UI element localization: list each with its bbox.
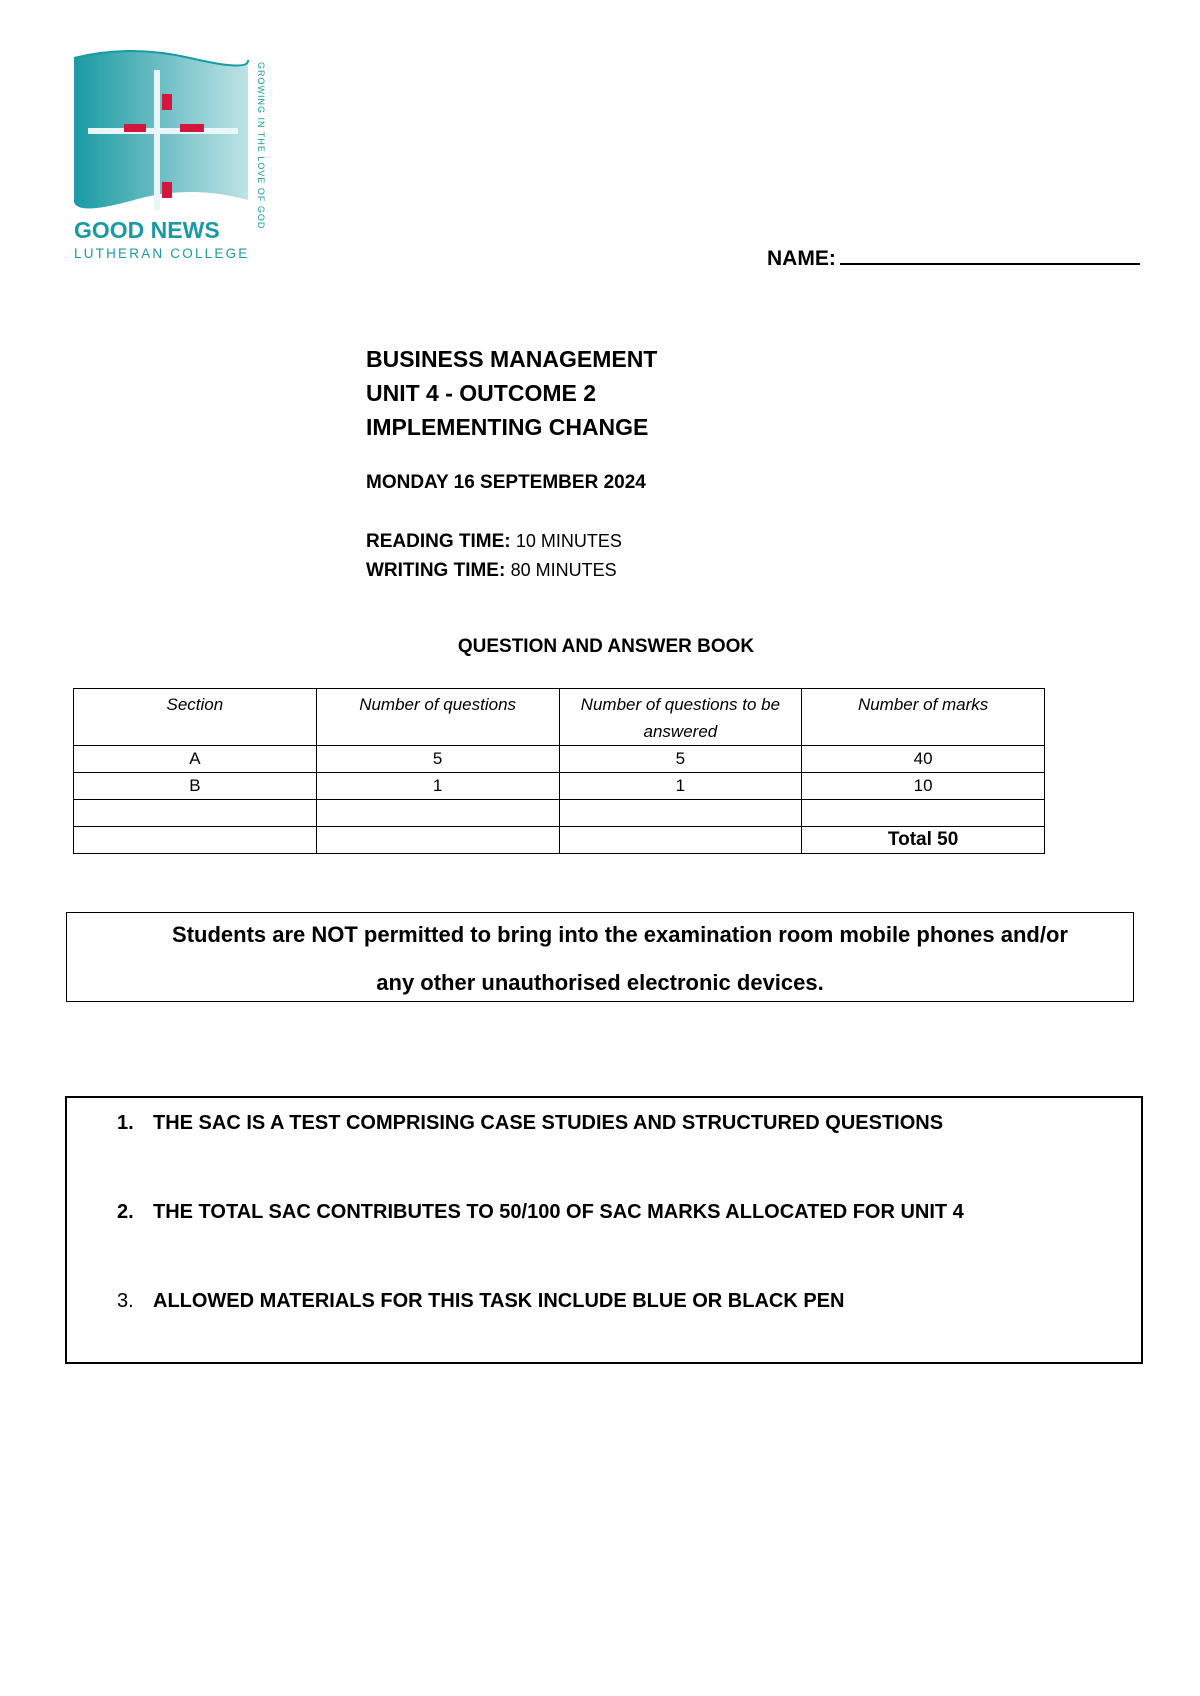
header-num-marks: Number of marks	[802, 689, 1045, 746]
table-cell	[559, 800, 802, 827]
logo-name-line1: GOOD NEWS	[74, 217, 220, 243]
list-item: 3. ALLOWED MATERIALS FOR THIS TASK INCLUDE BLUE OR BLACK PEN	[117, 1290, 845, 1312]
exam-title	[366, 342, 657, 444]
book-cross-logo-icon	[70, 50, 270, 265]
table-row	[74, 773, 1045, 800]
total-marks-cell: Total 50	[802, 827, 1045, 854]
table-cell: B	[74, 773, 317, 800]
title-subject: BUSINESS MANAGEMENT	[366, 346, 658, 372]
name-label: NAME:	[767, 247, 836, 270]
table-cell: 5	[559, 746, 802, 773]
table-row	[74, 827, 1045, 854]
list-item: 2. THE TOTAL SAC CONTRIBUTES TO 50/100 OF SAC MARKS ALLOCATED FOR UNIT 4	[117, 1201, 964, 1223]
table-cell: 10	[802, 773, 1045, 800]
table-cell	[316, 800, 559, 827]
name-blank-line[interactable]	[840, 244, 1140, 265]
table-cell	[74, 800, 317, 827]
logo-name-line2: LUTHERAN COLLEGE	[74, 246, 250, 261]
header-num-answered: Number of questions to be answered	[559, 689, 802, 746]
table-cell	[74, 827, 317, 854]
title-unit: UNIT 4 - OUTCOME 2	[366, 380, 597, 406]
book-title: QUESTION AND ANSWER BOOK	[457, 636, 755, 657]
reading-time: READING TIME: 10 MINUTES	[366, 531, 622, 552]
table-cell	[802, 800, 1045, 827]
writing-time: WRITING TIME: 80 MINUTES	[366, 560, 617, 581]
table-cell	[559, 827, 802, 854]
header-section: Section	[74, 689, 317, 746]
instructions-box	[65, 1096, 1143, 1364]
name-field[interactable]	[767, 244, 1140, 271]
table-cell: 1	[559, 773, 802, 800]
table-cell	[316, 827, 559, 854]
exam-times	[366, 527, 622, 585]
warning-line2: any other unauthorised electronic devices.	[376, 970, 824, 995]
table-cell: 40	[802, 746, 1045, 773]
table-row	[74, 746, 1045, 773]
table-cell: 5	[316, 746, 559, 773]
table-header-row	[74, 689, 1045, 746]
header-num-questions: Number of questions	[316, 689, 559, 746]
table-row	[74, 800, 1045, 827]
school-logo	[70, 50, 270, 265]
exam-date: MONDAY 16 SEPTEMBER 2024	[366, 472, 646, 493]
logo-motto: GROWING IN THE LOVE OF GOD	[256, 62, 266, 230]
title-topic: IMPLEMENTING CHANGE	[366, 414, 649, 440]
table-cell: 1	[316, 773, 559, 800]
section-summary-table	[73, 688, 1045, 854]
table-cell: A	[74, 746, 317, 773]
device-warning-box	[66, 912, 1134, 1002]
list-item: 1. THE SAC IS A TEST COMPRISING CASE STUDIES AND STRUCTURED QUESTIONS	[117, 1112, 944, 1134]
warning-line1: Students are NOT permitted to bring into the examination room mobile phones and/or	[172, 922, 1068, 947]
